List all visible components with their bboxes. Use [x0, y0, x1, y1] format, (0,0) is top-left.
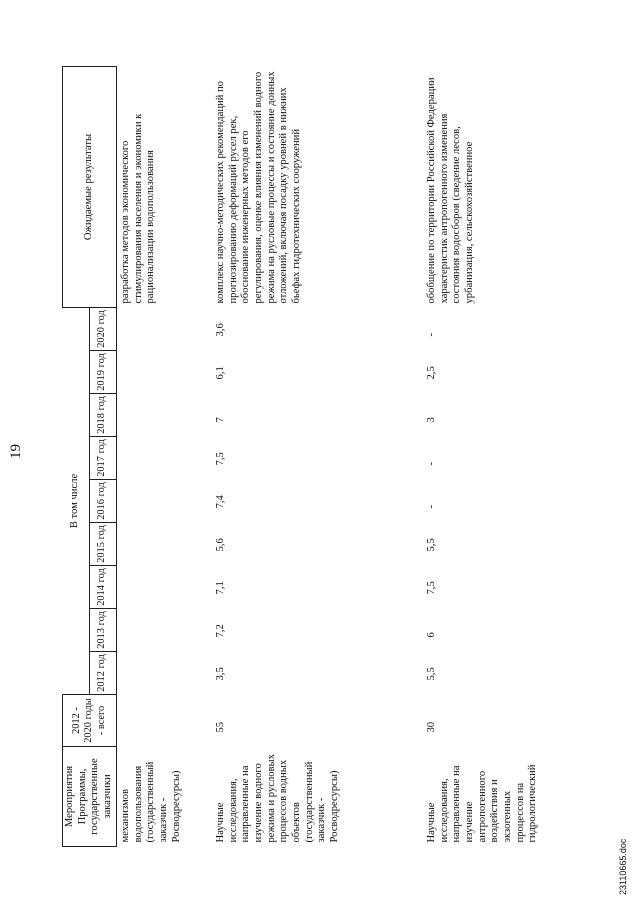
header-year: 2014 год: [89, 566, 116, 609]
value-cell: [116, 437, 212, 480]
value-cell: [116, 566, 212, 609]
value-cell: 7,4: [214, 495, 226, 509]
header-measures: Мероприятия Программы, государственные заказчики: [63, 747, 117, 847]
table-row: [423, 67, 606, 847]
value-cell: 7,2: [214, 624, 226, 638]
value-cell: -: [425, 504, 437, 509]
value-cell: [116, 308, 212, 351]
page-number: 19: [8, 444, 24, 459]
table-row: [116, 67, 212, 847]
result-cell: обобщение по территории Российской Федерации характеристик антропогенного изменения состояния водосборов (сведение лесов, урбанизация, сельскохозяйственное: [425, 77, 475, 304]
header-year: 2017 год: [89, 437, 116, 480]
value-cell: 5,5: [425, 538, 437, 552]
value-cell: -: [425, 332, 437, 337]
value-cell: [116, 394, 212, 437]
header-year: 2016 год: [89, 480, 116, 523]
measure-cell: механизмов водопользования (государственный заказчик - Росводресурсы): [119, 761, 182, 843]
value-cell: 6,1: [214, 366, 226, 380]
value-cell: -: [425, 461, 437, 466]
measure-cell: Научные исследования, направленные на изучение водного режима и русловых процессов водных объектов (государственный заказчик - Росводресурсы): [214, 754, 341, 843]
value-cell: 6: [425, 632, 437, 638]
value-cell: [116, 652, 212, 695]
measure-cell: Научные исследования, направленные на изучение антропогенного воздействия и экзогенных процессов на гидрологический: [425, 764, 539, 843]
value-cell: 3,6: [214, 323, 226, 337]
value-cell: 7,1: [214, 581, 226, 595]
value-cell: 5,5: [425, 667, 437, 681]
header-year: 2015 год: [89, 523, 116, 566]
header-year: 2019 год: [89, 351, 116, 394]
value-cell: 5,6: [214, 538, 226, 552]
program-measures-table: [62, 66, 606, 847]
header-in-that-number: В том числе: [63, 308, 90, 695]
header-year: 2013 год: [89, 609, 116, 652]
value-cell: [116, 351, 212, 394]
header-total: 2012 - 2020 годы - всего: [63, 695, 117, 747]
value-cell: 3,5: [214, 667, 226, 681]
value-cell: 2,5: [425, 366, 437, 380]
document-code: 23110665.doc: [618, 838, 628, 895]
result-cell: разработка методов экономического стимулирования населения и экономики к рационализации водопользования: [119, 113, 157, 304]
header-year: 2018 год: [89, 394, 116, 437]
header-year: 2020 год: [89, 308, 116, 351]
value-cell: 7: [214, 417, 226, 423]
total-cell: 30: [425, 721, 437, 733]
table-row: [212, 67, 423, 847]
value-cell: [116, 523, 212, 566]
total-cell: [116, 695, 212, 747]
value-cell: 7,5: [425, 581, 437, 595]
header-year: 2012 год: [89, 652, 116, 695]
header-results: Ожидаемые результаты: [63, 67, 117, 308]
value-cell: [116, 609, 212, 652]
value-cell: [116, 480, 212, 523]
result-cell: комплекс научно-методических рекомендаций по прогнозированию деформаций русел рек, обоснование инженерных методов его регулирования, оценке влияния изменений водного режима на русловые процессы и состояние донных отложений, включая посадку уровней в нижних бьефах гидротехнических сооружений: [214, 71, 303, 304]
total-cell: 55: [214, 721, 226, 733]
value-cell: 7,5: [214, 452, 226, 466]
value-cell: 3: [425, 417, 437, 423]
